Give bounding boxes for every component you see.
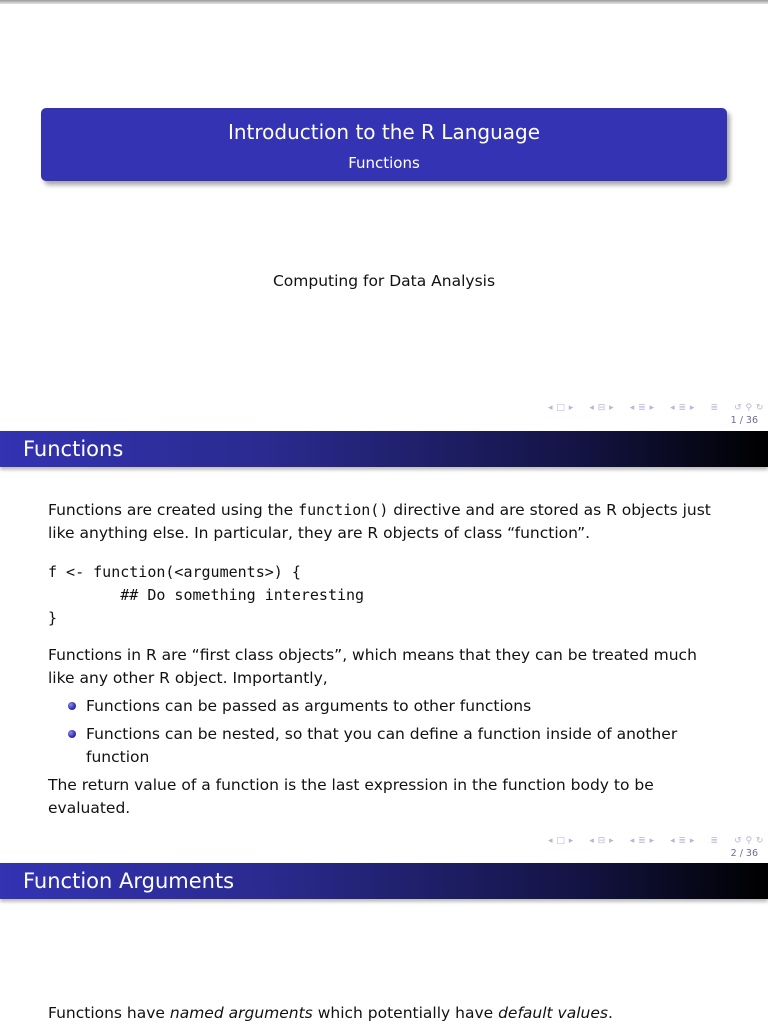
nav-align-icon[interactable]: ≣: [710, 836, 719, 846]
code-line: f <- function(<arguments>) {: [48, 563, 301, 581]
nav-subsection-icon[interactable]: ◂ ⊟ ▸: [589, 403, 615, 413]
paragraph-return-value: The return value of a function is the last expression in the function body to be evaluated.: [48, 776, 654, 817]
frame-title-functions: Functions: [0, 431, 768, 467]
code-line: }: [48, 609, 58, 627]
nav-section-icon[interactable]: ◂ ≣ ▸: [629, 403, 655, 413]
emphasis-default-values: default values: [498, 1004, 608, 1022]
paragraph-intro-text: Functions are created using the: [48, 501, 299, 519]
emphasis-named-arguments: named arguments: [169, 1004, 313, 1022]
nav-section-icon[interactable]: ◂ ≣ ▸: [629, 836, 655, 846]
bullet-list: [66, 695, 726, 774]
paragraph-named-arguments: [48, 1002, 728, 1024]
bullet-icon: [68, 730, 76, 738]
nav-prev-frame-icon[interactable]: ◂ □ ▸: [548, 836, 574, 846]
slide-subtitle: Functions: [348, 154, 420, 172]
code-line: ## Do something interesting: [48, 586, 365, 604]
list-item: [66, 723, 726, 769]
nav-search-icon[interactable]: ↺ ⚲ ↻: [734, 403, 764, 413]
code-block: [48, 561, 364, 630]
list-item-text: Functions can be passed as arguments to other functions: [86, 697, 532, 715]
page-number: 1 / 36: [730, 415, 758, 426]
nav-align-icon[interactable]: ≣: [710, 403, 719, 413]
list-item: [66, 695, 726, 718]
nav-search-icon[interactable]: ↺ ⚲ ↻: [734, 836, 764, 846]
nav-subsubsection-icon[interactable]: ◂ ≣ ▸: [670, 403, 695, 413]
institute-text: Computing for Data Analysis: [272, 272, 496, 290]
title-block: [41, 108, 727, 181]
nav-subsubsection-icon[interactable]: ◂ ≣ ▸: [670, 836, 695, 846]
page-number: 2 / 36: [730, 848, 758, 859]
nav-subsection-icon[interactable]: ◂ ⊟ ▸: [589, 836, 615, 846]
frame-title-function-arguments: Function Arguments: [0, 863, 768, 899]
paragraph-text: which potentially have: [312, 1004, 499, 1022]
paragraph-intro: [48, 499, 728, 545]
slide-title: Introduction to the R Language: [227, 120, 541, 144]
top-rule: [0, 0, 768, 4]
inline-code: function(): [298, 501, 389, 519]
list-item-text: Functions can be nested, so that you can define a function inside of another function: [86, 725, 678, 766]
navigation-bar: [548, 402, 764, 414]
paragraph-first-class: Functions in R are “first class objects”, which means that they can be treated much like any other R object. Importantly,: [48, 646, 697, 687]
paragraph-intro-text-end: directive and are stored as R objects just like anything else. In particular, they are R objects of class “function”.: [48, 501, 711, 542]
bullet-icon: [68, 702, 76, 710]
paragraph-text: Functions have: [48, 1004, 170, 1022]
navigation-bar: [548, 835, 764, 847]
paragraph-text: .: [607, 1004, 613, 1022]
nav-prev-frame-icon[interactable]: ◂ □ ▸: [548, 403, 574, 413]
